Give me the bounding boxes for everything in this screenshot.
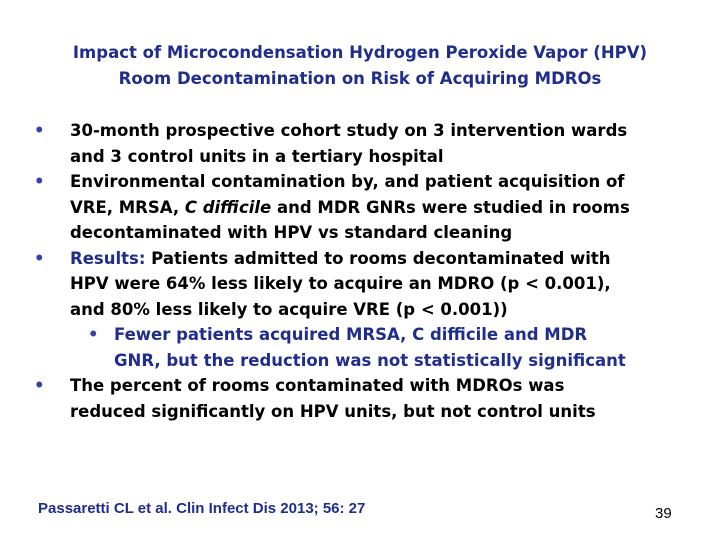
bullet-text-line: Environmental contamination by, and patient acquisition of bbox=[70, 172, 625, 191]
bullet-icon: • bbox=[34, 172, 45, 191]
bullet-text-line bbox=[70, 195, 700, 221]
bullet-icon: • bbox=[34, 121, 45, 140]
page-number: 39 bbox=[655, 505, 672, 522]
bullet-text-line: GNR, but the reduction was not statistically significant bbox=[114, 350, 626, 370]
title-line-2: Room Decontamination on Risk of Acquiring MDROs bbox=[118, 69, 602, 88]
bullet-text-italic: C difficile bbox=[184, 197, 272, 217]
citation: Passaretti CL et al. Clin Infect Dis 2013; 56: 27 bbox=[38, 500, 366, 517]
bullet-item-results bbox=[30, 246, 700, 323]
bullet-icon: • bbox=[34, 248, 45, 268]
results-label: Results: bbox=[70, 248, 146, 268]
sub-bullet-item-fewer-patients bbox=[30, 322, 700, 373]
bullet-text-line bbox=[70, 246, 700, 272]
bullet-icon: • bbox=[88, 325, 99, 344]
bullet-text-segment: VRE, MRSA, bbox=[70, 197, 185, 217]
bullet-item-rooms-contaminated bbox=[30, 373, 700, 424]
bullet-list bbox=[30, 118, 700, 424]
bullet-text-line: and 3 control units in a tertiary hospital bbox=[70, 146, 444, 166]
bullet-text-line: Fewer patients acquired MRSA, C difficile and MDR bbox=[114, 325, 588, 344]
title-line-1: Impact of Microcondensation Hydrogen Peroxide Vapor (HPV) bbox=[72, 43, 648, 62]
bullet-text-segment: Patients admitted to rooms decontaminated with bbox=[145, 248, 611, 268]
bullet-text-line: and 80% less likely to acquire VRE (p < 0.001)) bbox=[70, 299, 508, 319]
bullet-item-environmental bbox=[30, 169, 700, 246]
slide-title bbox=[40, 40, 680, 92]
bullet-text-line: reduced significantly on HPV units, but not control units bbox=[70, 401, 596, 421]
bullet-text-segment: and MDR GNRs were studied in rooms bbox=[271, 197, 630, 217]
bullet-text-line: HPV were 64% less likely to acquire an MDRO (p < 0.001), bbox=[70, 274, 611, 293]
bullet-item-study-design bbox=[30, 118, 700, 169]
bullet-text-line: 30-month prospective cohort study on 3 intervention wards bbox=[70, 121, 628, 140]
bullet-icon: • bbox=[34, 376, 45, 395]
bullet-text-line: decontaminated with HPV vs standard cleaning bbox=[70, 223, 513, 242]
bullet-text-line: The percent of rooms contaminated with MDROs was bbox=[70, 376, 565, 395]
